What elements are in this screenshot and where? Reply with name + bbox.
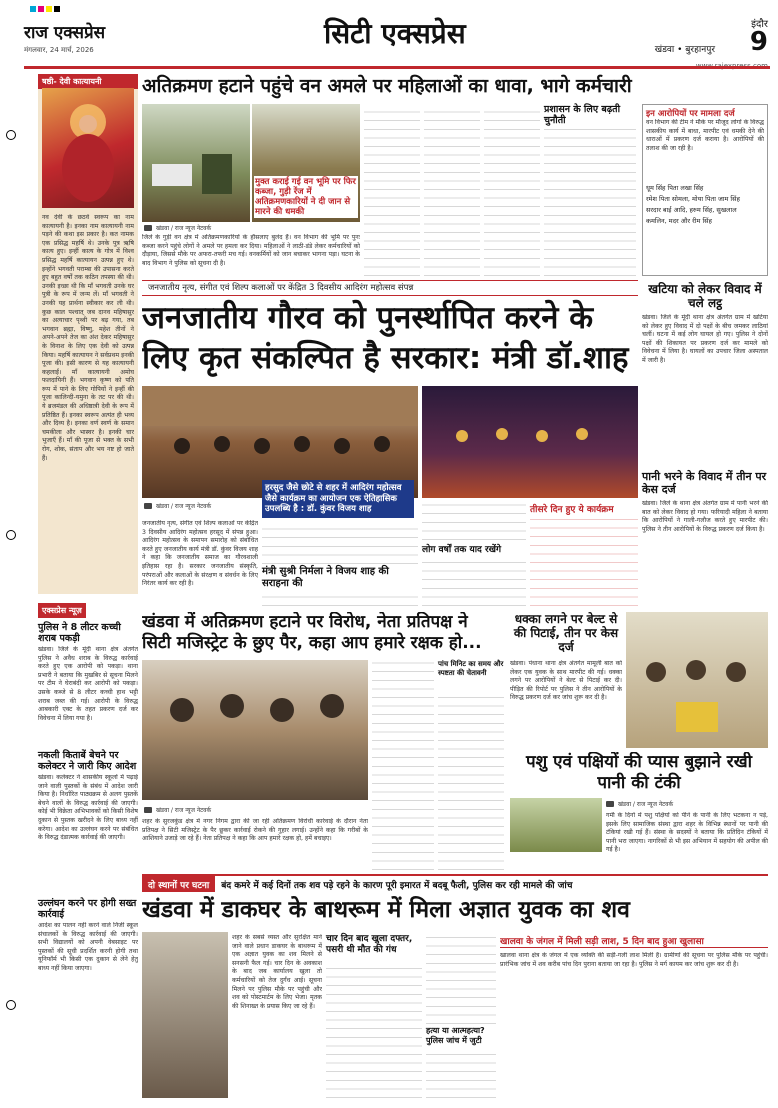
top-story-col-d xyxy=(544,128,636,276)
bottom-story-headline: खंडवा में डाकघर के बाथरूम में मिला अज्ञात युवक का शव xyxy=(142,897,630,923)
sidebar-body: नव देवी के छठवें स्वरूप का नाम कात्यायनी है। इनका नाम कात्यायनी नाम पड़ने की कथा इस प्रकार है। कत नामक एक प्रसिद्ध महर्षि थे। उनके पुत्र ऋषि कात्य हुए। इन्हीं कात्य के गोत्र में विश्व प्रसिद्ध महर्षि कात्यायन उत्पन्न हुए थे। इन्होंने भगवती पराम्बा की उपासना करते हुए बहुत वर्षों तक कठिन तपस्या की थी। उनकी इच्छा थी कि माँ भगवती उनके घर पुत्री के रूप में जन्म लें। माँ भगवती ने उनकी यह प्रार्थना स्वीकार कर ली थी। कुछ काल पश्चात् जब दानव महिषासुर का अत्याचार पृथ्वी पर बढ़ गया, तब भगवान ब्रह्मा, विष्णु, महेश तीनों ने अपने-अपने तेज का अंश देकर महिषासुर के विनाश के लिए एक देवी को उत्पन्न किया। महर्षि कात्यायन ने सर्वप्रथम इनकी पूजा की। इसी कारण से यह कात्यायनी कहलाईं। माँ कात्यायनी अमोघ फलदायिनी हैं। भगवान कृष्ण को पति रूप में पाने के लिए गोपियों ने इन्हीं की पूजा कालिन्दी-यमुना के तट पर की थी। ये ब्रजमंडल की अधिष्ठात्री देवी के रूप में प्रतिष्ठित हैं। इनका स्वरूप अत्यंत ही भव्य और दिव्य है। इनका वर्ण स्वर्ण के समान चमकीला और भास्वर है। इनकी चार भुजाएँ हैं। माँ की पूजा से भक्त के सभी रोग, शोक, संताप और भय नष्ट हो जाते हैं। xyxy=(42,214,134,462)
main-story-kicker: जनजातीय नृत्य, संगीत एवं शिल्प कलाओं पर केंद्रित 3 दिवसीय आदिरंग महोत्सव संपन्न xyxy=(142,280,638,296)
express-news-column xyxy=(38,598,138,1098)
middle-story-photo xyxy=(142,660,368,800)
bottom-side-body: खालवा थाना क्षेत्र के जंगल में एक व्यक्ति की सड़ी-गली लाश मिली है। ग्रामीणों की सूचना पर पुलिस मौके पर पहुंची। प्रारंभिक जांच में शव करीब पांच दिन पुराना बताया जा रहा है। पुलिस ने मर्ग कायम कर जांच शुरू कर दी है। xyxy=(500,952,768,968)
edition-cities: खंडवा • बुरहानपुर xyxy=(654,45,715,55)
main-story-credit xyxy=(144,502,211,510)
bottom-story-photo xyxy=(142,932,228,1098)
brand-name: राज एक्सप्रेस xyxy=(24,23,106,43)
main-story-col-d xyxy=(422,556,526,606)
top-story-photo-caption: मुक्त कराई गई वन भूमि पर फिर कब्जा, गुड़ी रेंज में अतिक्रमणकारियों ने दी जान से मारने की धमकी xyxy=(254,176,358,218)
page-city: इंदौर xyxy=(751,19,768,30)
camera-icon xyxy=(144,807,152,813)
main-story-quote: हरसुद जैसे छोटे से शहर में आदिरंग महोत्सव जैसे कार्यक्रम का आयोजन एक ऐतिहासिक उपलब्धि है : डॉ. कुंवर विजय शाह xyxy=(262,480,414,518)
water-story-photo xyxy=(510,798,602,852)
page-number: 9 xyxy=(749,27,768,57)
masthead-rule xyxy=(24,66,770,69)
belt-story-body: खंडवा। पंधाना थाना क्षेत्र अंतर्गत मामूली बात को लेकर एक युवक के साथ मारपीट की गई। धक्का लगने पर आरोपियों ने बेल्ट से पिटाई कर दी। पीड़ित की रिपोर्ट पर पुलिस ने तीन आरोपियों के विरुद्ध प्रकरण दर्ज कर जांच शुरू कर दी है। xyxy=(510,660,622,702)
accused-item: रमेश पिता सोमला, मोया पिता जाम सिंह xyxy=(646,195,740,203)
main-story-col-b2 xyxy=(262,592,418,606)
sidebar-label: षष्ठी- देवी कात्यायनी xyxy=(38,74,138,89)
registration-mark xyxy=(6,530,16,540)
main-story-subhead-minister: मंत्री सुश्री निर्मला ने विजय शाह की सराहना की xyxy=(262,566,389,589)
bottom-story-col-d xyxy=(426,1048,496,1098)
main-story-lead: जनजातीय नृत्य, संगीत एवं शिल्प कलाओं पर केंद्रित 3 दिवसीय आदिरंग महोत्सव हरसूद में संपन्न हुआ। आदिरंग महोत्सव के समापन समारोह को संबोधित करते हुए जनजातीय कार्य मंत्री डॉ. कुंवर विजय शाह ने कहा कि जनजातीय समाज का गौरवशाली इतिहास रहा है। सरकार जनजातीय संस्कृति, परंपराओं और कलाओं के संरक्षण व संवर्धन के लिए निरंतर कार्य कर रही है। xyxy=(142,520,258,588)
registration-mark xyxy=(6,130,16,140)
goddess-image xyxy=(42,88,134,208)
goddess-illustration xyxy=(42,88,134,208)
brief2-body: खंडवा। कलेक्टर ने शासकीय स्कूलों में पढ़ाई जाने वाली पुस्तकों के संबंध में आदेश जारी किया है। निर्धारित पाठ्यक्रम से अलग पुस्तकें बेचने वालों के विरुद्ध कार्रवाई की जाएगी। कोई भी विक्रेता अभिभावकों को किसी विशेष दुकान से पुस्तक खरीदने के लिए बाध्य नहीं करेगा। आदेश का उल्लंघन करने पर संबंधित के विरुद्ध दंडात्मक कार्रवाई की जाएगी। xyxy=(38,774,138,842)
accused-list xyxy=(646,183,764,227)
accused-box-title: इन आरोपियों पर मामला दर्ज xyxy=(646,109,735,119)
bottom-side-headline: खालवा के जंगल में मिली सड़ी लाश, 5 दिन बाद हुआ खुलासा xyxy=(500,934,768,948)
masthead xyxy=(24,14,770,66)
right-story2-headline: पानी भरने के विवाद में तीन पर केस दर्ज xyxy=(642,470,767,496)
crowd-scene xyxy=(142,660,368,800)
express-news-label: एक्सप्रेस न्यूज़ xyxy=(38,603,86,618)
accused-item: सरदार बाई आदि, हरुम सिंह, सुखलाल xyxy=(646,206,737,214)
main-story-subhead-people: लोग वर्षों तक याद रखेंगे xyxy=(422,545,502,555)
accused-list-box xyxy=(642,104,768,276)
water-tank-scene xyxy=(626,612,768,748)
main-story-col-c xyxy=(422,500,526,540)
main-story-photo-2 xyxy=(422,386,638,498)
credit-text: खंडवा / राज न्यूज नेटवर्क xyxy=(156,807,212,814)
color-registration-strip xyxy=(30,6,60,12)
top-story-col-b xyxy=(424,104,480,276)
accused-item: धूम सिंह पिता लखा सिंह xyxy=(646,184,704,192)
water-story-credit xyxy=(606,800,673,808)
top-story-lead: जिले के गुड़ी वन क्षेत्र में अतिक्रमणकारियों के हौसलाए बुलंद हैं। वन विभाग की भूमि पर पुनः कब्जा करने पहुंचे लोगों ने अमले पर हमला कर दिया। महिलाओं ने लाठी-डंडे लेकर कर्मचारियों को दौड़ाया, जिससे मौके पर अफरा-तफरी मच गई। वनकर्मियों को जान बचाकर भागना पड़ा। घटना के बाद विभाग ने पुलिस को सूचना दी है। xyxy=(142,234,360,267)
top-story-headline: अतिक्रमण हटाने पहुंचे वन अमले पर महिलाओं का धावा, भागे कर्मचारी xyxy=(142,75,632,97)
middle-story-col-c xyxy=(438,690,504,870)
credit-text: खंडवा / राज न्यूज नेटवर्क xyxy=(618,801,674,808)
credit-text: खंडवा / राज न्यूज नेटवर्क xyxy=(156,225,212,232)
middle-story-credit xyxy=(144,806,211,814)
bottom-story-subhead-1: चार दिन बाद खुला दफ्तर, पसरी थी मौत की गंध xyxy=(326,934,413,955)
accused-box-body: वन विभाग की टीम ने मौके पर मौजूद लोगों के विरुद्ध शासकीय कार्य में बाधा, मारपीट एवं धमकी देने की धाराओं में प्रकरण दर्ज कराया है। आरोपियों की तलाश की जा रही है। xyxy=(646,119,764,152)
camera-icon xyxy=(606,801,614,807)
top-story-photo-1 xyxy=(142,104,250,222)
incident-strip xyxy=(142,874,768,892)
right-story1-headline: खटिया को लेकर विवाद में चले लट्ठ xyxy=(648,282,762,310)
brief3-body: आदेश का पालन नहीं करने वाले निजी स्कूल संचालकों के विरुद्ध कार्रवाई की जाएगी। सभी विद्यालयों को अपनी वेबसाइट पर पुस्तकों की सूची प्रदर्शित करनी होगी तथा यूनिफॉर्म भी किसी एक दुकान से लेने हेतु बाध्य नहीं किया जाएगा। xyxy=(38,922,138,972)
accused-item: कमलिन, मदर और रीम सिंह xyxy=(646,217,712,225)
section-title: सिटी एक्सप्रेस xyxy=(324,17,466,50)
main-story-col-e xyxy=(530,516,638,606)
right-story1-body: खंडवा। जिले के मूंदी थाना क्षेत्र अंतर्गत ग्राम में खटिया को लेकर हुए विवाद में दो पक्षों के बीच जमकर लाठियां चलीं। घटना में कई लोग घायल हो गए। पुलिस ने दोनों पक्षों की शिकायत पर प्रकरण दर्ज कर मामले को विवेचना में लिया है। घायलों का उपचार जिला अस्पताल में जारी है। xyxy=(642,314,768,364)
bottom-story-col-c xyxy=(426,934,496,1024)
credit-text: खंडवा / राज न्यूज नेटवर्क xyxy=(156,503,212,510)
top-story-subhead-1: प्रशासन के लिए बढ़ती चुनौती xyxy=(544,104,621,126)
water-story-body: गर्मी के दिनों में पशु पक्षियों को पीने के पानी के लिए भटकना न पड़े, इसके लिए सामाजिक संस्था द्वारा शहर के विभिन्न स्थानों पर पानी की टंकियां रखी गई हैं। संस्था के सदस्यों ने बताया कि प्रतिदिन टंकियों में पानी भरा जाएगा। नागरिकों से भी इस अभियान में सहयोग की अपील की गई है। xyxy=(606,812,768,854)
camera-icon xyxy=(144,225,152,231)
brief2-title: नकली किताबें बेचने पर कलेक्टर ने जारी किए आदेश xyxy=(38,750,137,772)
belt-story-photo xyxy=(626,612,768,748)
brief1-title: पुलिस ने 8 लीटर कच्ची शराब पकड़ी xyxy=(38,622,121,644)
brief1-body: खंडवा। जिले के मूंदी थाना क्षेत्र अंतर्गत पुलिस ने अवैध शराब के विरुद्ध कार्रवाई करते हुए एक आरोपी को पकड़ा। थाना प्रभारी ने बताया कि मुखबिर से सूचना मिलने पर टीम ने घेराबंदी कर आरोपी को पकड़ा। उसके कब्जे से 8 लीटर कच्ची हाथ भट्टी शराब जब्त की गई। आरोपी के विरुद्ध आबकारी एक्ट के तहत प्रकरण दर्ज कर विवेचना में लिया गया है। xyxy=(38,646,138,722)
middle-story-lead: शहर के सुरजकुंड क्षेत्र में नगर निगम द्वारा की जा रही अतिक्रमण विरोधी कार्रवाई के दौरान नेता प्रतिपक्ष ने सिटी मजिस्ट्रेट के पैर छूकर कार्रवाई रोकने की गुहार लगाई। उन्होंने कहा कि गरीबों के आशियाने उजाड़े जा रहे हैं। नेता प्रतिपक्ष ने कहा कि आप हमारे रक्षक हो, हमें बचाइए। xyxy=(142,818,368,843)
main-story-col-b xyxy=(262,524,418,564)
strip-label: दो स्थानों पर घटना xyxy=(142,876,215,893)
belt-story-headline: धक्का लगने पर बेल्ट से की पिटाई, तीन पर केस दर्ज xyxy=(513,612,619,654)
water-story-headline: पशु एवं पक्षियों की प्यास बुझाने रखी पानी की टंकी xyxy=(525,752,753,793)
middle-story-col-b xyxy=(372,660,434,870)
registration-mark xyxy=(6,1000,16,1010)
top-story-credit xyxy=(144,224,211,232)
brief3-title: उल्लंघन करने पर होगी सख्त कार्रवाई xyxy=(38,898,137,920)
page-number-box xyxy=(749,16,768,57)
bottom-story-subhead-2: हत्या या आत्महत्या? पुलिस जांच में जुटी xyxy=(426,1026,485,1045)
bottom-story-lead: शहर के सबसे व्यस्त और सुरक्षित माने जाने वाले प्रधान डाकघर के बाथरूम में एक अज्ञात युवक का शव मिलने से सनसनी फैल गई। चार दिन के अवकाश के बाद जब कार्यालय खुला तो कर्मचारियों को तेज दुर्गंध आई। सूचना मिलने पर पुलिस मौके पर पहुंची और शव को पोस्टमार्टम के लिए भेजा। मृतक की शिनाख्त के प्रयास किए जा रहे हैं। xyxy=(232,934,322,1010)
sidebar-devotional xyxy=(38,74,138,594)
top-story-col-a xyxy=(364,104,420,276)
strip-text: बंद कमरे में कई दिनों तक शव पड़े रहने के कारण पूरी इमारत में बदबू फैली, पुलिस कर रही मामले की जांच xyxy=(221,880,573,891)
middle-story-headline: खंडवा में अतिक्रमण हटाने पर विरोध, नेता प्रतिपक्ष ने सिटी मजिस्ट्रेट के छुए पैर, कहा आप हमारे रक्षक हो... xyxy=(142,612,482,653)
top-story-col-c xyxy=(484,104,540,276)
right-story2-body: खंडवा। जिले के थाना क्षेत्र अंतर्गत ग्राम में पानी भरने की बात को लेकर विवाद हो गया। फरियादी महिला ने बताया कि आरोपियों ने गाली-गलौज करते हुए मारपीट की। पुलिस ने तीन आरोपियों के विरुद्ध प्रकरण दर्ज किया है। xyxy=(642,500,768,533)
main-story-subhead-third-day: तीसरे दिन हुए ये कार्यक्रम xyxy=(530,505,614,515)
middle-story-subhead: पांच मिनिट का समय और स्पष्टता की चेतावनी xyxy=(438,660,504,677)
tribal-dance-scene xyxy=(422,386,638,498)
issue-date: मंगलवार, 24 मार्च, 2026 xyxy=(24,46,94,54)
bottom-story-col-b xyxy=(326,962,422,1098)
camera-icon xyxy=(144,503,152,509)
forest-scene xyxy=(142,104,250,222)
main-story-headline: जनजातीय गौरव को पुनर्स्थापित करने के लिए कृत संकल्पित है सरकार: मंत्री डॉ.शाह xyxy=(142,300,629,376)
